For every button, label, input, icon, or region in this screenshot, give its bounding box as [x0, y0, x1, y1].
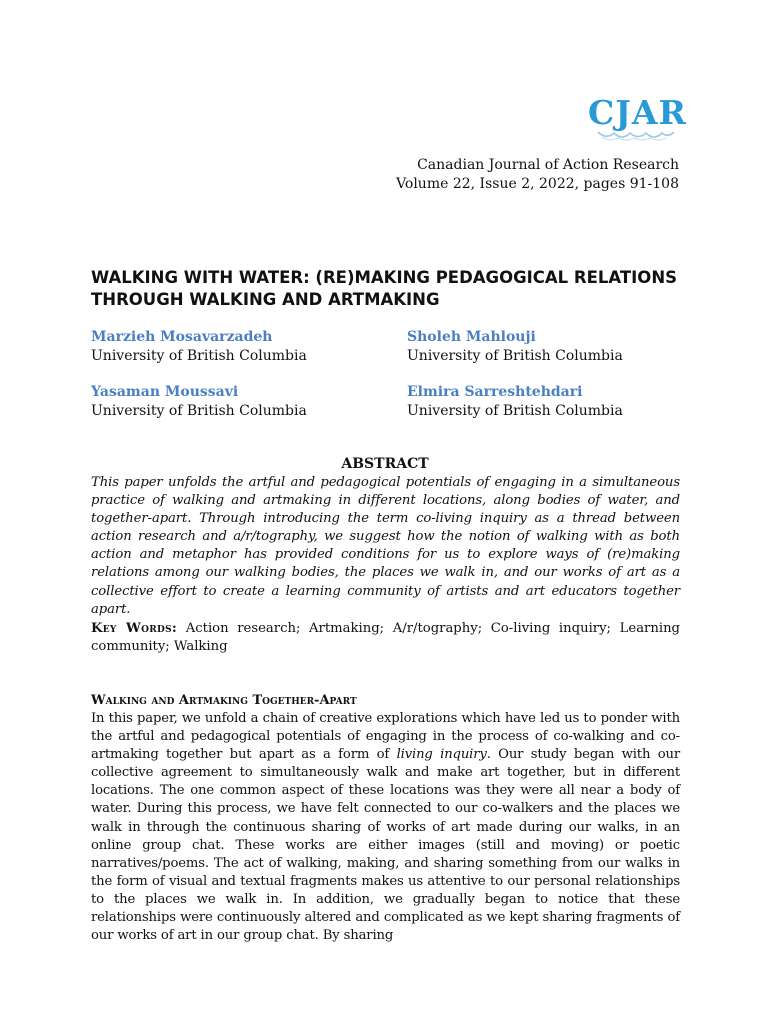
author-block — [91, 383, 307, 421]
author-name: Yasaman Moussavi — [91, 384, 239, 400]
body-text-part-1: In this paper, we unfold a chain of creative explorations which have led us to ponder with the artful and pedagogical potentials of engaging in the process of co-walking and co-artmaking together but apart as a form of — [91, 711, 680, 763]
body-paragraph — [91, 710, 680, 945]
keywords-label: Key Words: — [91, 621, 178, 636]
author-block — [407, 328, 623, 366]
journal-volume: Volume 22, Issue 2, 2022, pages 91-108 — [396, 176, 679, 192]
logo-text: CJAR — [588, 93, 687, 132]
author-affiliation: University of British Columbia — [91, 403, 307, 419]
body-text-part-2: . Our study began with our collective agreement to simultaneously walk and make art together, but in different locations. The one common aspect of these locations was they were all near a body of water. During this process, we have felt connected to our co-walkers and the places we walk in through the continuous sharing of works of art made during our walks, in an online group chat. These works are either images (still and moving) or poetic narratives/poems. The act of walking, making, and sharing something from our walks in the form of visual and textual fragments makes us attentive to our personal relationships to the places we walk in. In addition, we gradually began to notice that these relationships were continuously altered and complicated as we kept sharing fragments of our works of art in our group chat. By sharing — [91, 747, 681, 944]
author-affiliation: University of British Columbia — [407, 403, 623, 419]
keywords-list: Action research; Artmaking; A/r/tography; Co-living inquiry; Learning community; Walking — [91, 621, 681, 655]
journal-info — [396, 156, 679, 194]
paper-title-line-1: WALKING WITH WATER: (RE)MAKING PEDAGOGICAL RELATIONS — [91, 268, 678, 287]
abstract-heading: ABSTRACT — [341, 456, 429, 472]
paper-title-line-2: THROUGH WALKING AND ARTMAKING — [91, 290, 440, 309]
author-affiliation: University of British Columbia — [407, 348, 623, 364]
paper-title — [91, 267, 691, 311]
abstract-text: This paper unfolds the artful and pedagogical potentials of engaging in a simultaneous practice of walking and artmaking in different locations, along bodies of water, and together-apart. Through introducing the term co-living inquiry as a thread between action research and a/r/tography, we suggest how the notion of walking with as both action and metaphor has provided conditions for us to explore ways of (re)making relations among our walking bodies, the places we walk in, and our works of art as a collective effort to create a learning community of artists and art educators together apart. — [91, 475, 680, 617]
section-heading: Walking and Artmaking Together-Apart — [91, 693, 357, 708]
logo-reflection-graphic — [596, 129, 676, 143]
journal-name: Canadian Journal of Action Research — [417, 157, 679, 173]
author-block — [407, 383, 623, 421]
author-name: Marzieh Mosavarzadeh — [91, 329, 273, 345]
author-affiliation: University of British Columbia — [91, 348, 307, 364]
body-text-emphasis: living inquiry — [396, 747, 487, 763]
author-block — [91, 328, 307, 366]
keywords — [91, 620, 680, 656]
author-name: Sholeh Mahlouji — [407, 329, 536, 345]
author-name: Elmira Sarreshtehdari — [407, 384, 583, 400]
journal-logo — [588, 93, 687, 144]
